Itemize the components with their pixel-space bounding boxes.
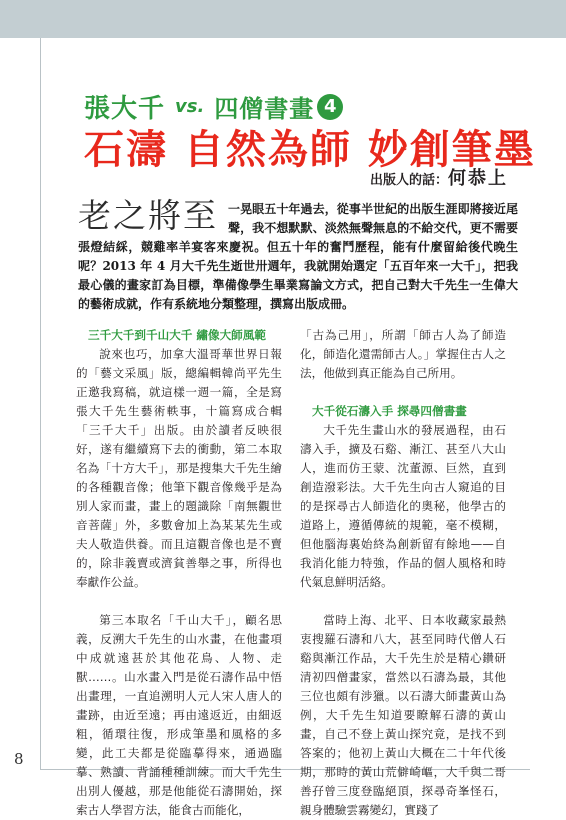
left-section-heading: 三千大千到千山大千 繡像大師風範 [88,328,266,342]
left-paragraph-2: 第三本取名「千山大千」，顧名思義，反溯大千先生的山水畫，在他畫項中成就遠甚於其他花鳥、人物、走獸……。山水畫入門是從石濤作品中悟出畫理，一直追溯明人元人宋人唐人的畫跡，由近至遠；再由遠返近，由細返粗，循環往復，形成筆墨和風格的多變，此工夫都是從臨摹得來，通過臨摹、熟讀、背誦種種訓練。而大千先生出別人優越，那是他能從石濤開始，探索古人學習方法，能食古而能化， [76,613,282,817]
series-number-badge: 4 [317,94,343,120]
main-title: 石濤 自然為師 妙創筆墨 [84,127,536,173]
top-color-band [0,0,566,38]
right-paragraph-0: 「古為己用」，所謂「師古人為了師造化，師造化還需師古人。」掌握住古人之法，他做到真正能為自己所用。 [300,328,506,380]
page-number: 8 [14,750,24,768]
byline-author: 何恭上 [448,168,509,189]
intro-drop-title: 老之將至 [78,196,218,235]
series-vs: vs. [175,96,205,117]
byline [370,164,508,190]
series-subtitle: 四僧書畫 [214,95,315,123]
left-margin-rule [40,38,41,770]
left-paragraph-1: 說來也巧，加拿大溫哥華世界日報的「藝文采風」版，總編輯韓尚平先生正邀我寫稿，就這樣一週一篇，全是寫張大千先生藝術軼事，十篇寫成合輯「三千大千」出版。由於讀者反映很好，遂有繼續寫下去的衝動，第二本取名為「十方大千」，那是搜集大千先生繪的各種觀音像；他筆下觀音像幾乎是為別人家而畫，畫上的題識除「南無觀世音菩薩」外，多數會加上為某某先生或夫人敬造供養。而且這觀音像也是不賣的，除非義賣或濟貧善舉之事，所得也奉獻作公益。 [76,347,282,589]
series-name: 張大千 [84,94,166,124]
right-paragraph-2: 當時上海、北平、日本收藏家最熱衷搜羅石濤和八大，甚至同時代僧人石谿與漸江作品，大千先生於是精心鑽研清初四僧畫家，當然以石濤為最，其他三位也頗有涉獵。以石濤大師畫黃山為例，大千先生知道要瞭解石濤的黃山畫，自己不登上黃山探究竟，是找不到答案的；他初上黃山大概在二十年代後期，那時的黃山荒僻崎嶇，大千與二哥善孖曾三度登臨絕頂，探尋奇峯怪石，親身體驗雲霧變幻，實踐了 [300,613,506,817]
right-section-heading: 大千從石濤入手 探尋四僧書畫 [312,404,467,418]
intro-paragraph [78,196,518,314]
right-column [300,326,506,820]
right-paragraph-1: 大千先生畫山水的發展過程，由石濤入手，擴及石谿、漸江、甚至八大山人，進而仿王蒙、沈董源、巨然，直到創造潑彩法。大千先生向古人窺追的目的是探尋古人師造化的奧秘，他學古的道路上，遵循傳統的規範，毫不模糊，但他腦海裏始終為創新留有餘地——自我消化能力特強，作品的個人風格和時代氣息鮮明活絡。 [300,423,506,589]
intro-text: 一晃眼五十年過去，從事半世紀的出版生涯即將接近尾聲，我不想默默、淡然無聲無息的不給交代，更不需要張燈結綵，競雞率羊宴客來慶祝。但五十年的奮鬥歷程，能有什麼留給後代晚生呢？2013 年 4 月大千先生逝世卅週年，我就開始選定「五百年來一大千」，把我最心儀的畫家訂為目標，準備像學生畢業寫論文方式，把自己對大千先生一生偉大的藝術成就，作有系統地分類整理，撰寫出版成冊。 [78,202,518,311]
left-column [76,326,282,820]
byline-label: 出版人的話： [370,173,449,188]
series-title [84,88,343,124]
